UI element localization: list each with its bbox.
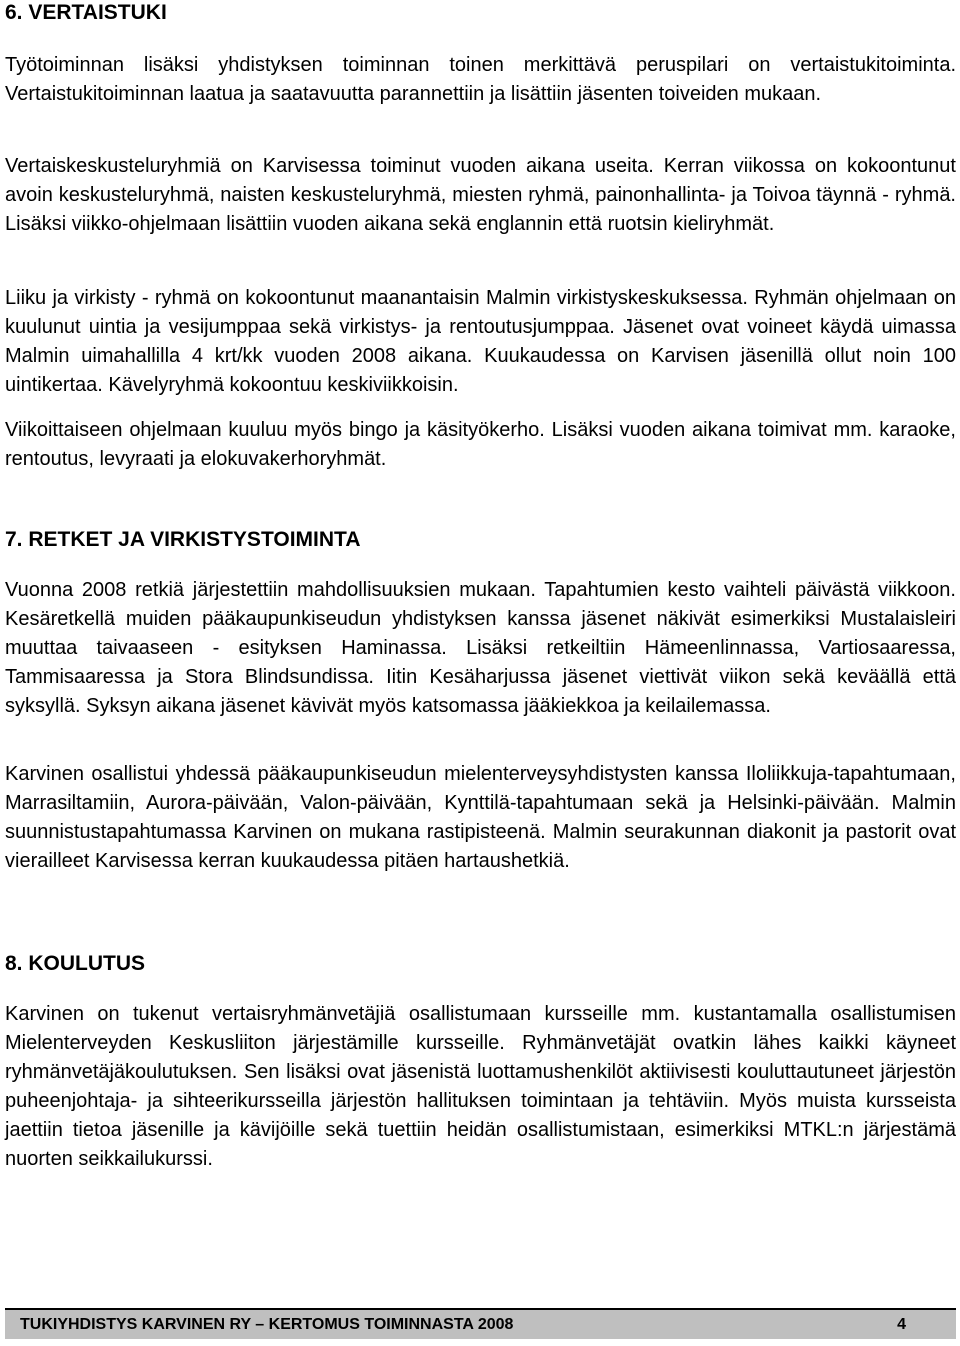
page-number: 4: [897, 1316, 906, 1333]
page-footer: [5, 1308, 956, 1339]
paragraph: Karvinen osallistui yhdessä pääkaupunkiseudun mielenterveysyhdistysten kanssa Iloliikkuja-tapahtumaan, Marrasiltamiin, Aurora-päivään, Valon-päivään, Kynttilä-tapahtumaan sekä ja Helsinki-päivään. Malmin suunnistustapahtumassa Karvinen on mukana rastipisteenä. Malmin seurakunnan diakonit ja pastorit ovat vierailleet Karvisessa kerran kuukaudessa pitäen hartaushetkiä.: [5, 763, 956, 872]
paragraph: Viikoittaiseen ohjelmaan kuuluu myös bingo ja käsityökerho. Lisäksi vuoden aikana toimivat mm. karaoke, rentoutus, levyraati ja elokuvakerhoryhmät.: [5, 419, 956, 470]
footer-title: TUKIYHDISTYS KARVINEN RY – KERTOMUS TOIMINNASTA 2008: [20, 1316, 514, 1333]
paragraph: Karvinen on tukenut vertaisryhmänvetäjiä osallistumaan kursseille mm. kustantamalla osallistumisen Mielenterveyden Keskusliiton järjestämille kursseille. Ryhmänvetäjät ovatkin lähes kaikki käyneet ryhmänvetäjäkoulutuksen. Sen lisäksi ovat jäsenistä luottamushenkilöt aktiivisesti kouluttautuneet järjestön puheenjohtaja- ja sihteerikursseilla järjestön hallituksen toimintaan ja tehtäviin. Myös muista kursseista jaettiin tietoa jäsenille ja kävijöille sekä tuettiin heidän osallistumistaan, esimerkiksi MTKL:n järjestämä nuorten seikkailukurssi.: [5, 1003, 956, 1170]
paragraph: Työtoiminnan lisäksi yhdistyksen toiminnan toinen merkittävä peruspilari on vertaistukitoiminta. Vertaistukitoiminnan laatua ja saatavuutta parannettiin ja lisättiin jäsenten toiveiden mukaan.: [5, 54, 956, 105]
section-heading-koulutus: 8. KOULUTUS: [5, 952, 146, 975]
paragraph: Vertaiskeskusteluryhmiä on Karvisessa toiminut vuoden aikana useita. Kerran viikossa on kokoontunut avoin keskusteluryhmä, naisten keskusteluryhmä, miesten ryhmä, painonhallinta- ja Toivoa täynnä - ryhmä. Lisäksi viikko-ohjelmaan lisättiin vuoden aikana sekä englannin että ruotsin kieliryhmät.: [5, 155, 956, 235]
section-heading-retket: 7. RETKET JA VIRKISTYSTOIMINTA: [5, 528, 361, 551]
section-heading-vertaistuki: 6. VERTAISTUKI: [5, 1, 167, 24]
paragraph: Liiku ja virkisty - ryhmä on kokoontunut maanantaisin Malmin virkistyskeskuksessa. Ryhmän ohjelmaan on kuulunut uintia ja vesijumppaa sekä virkistys- ja rentoutusjumppaa. Jäsenet ovat voineet käydä uimassa Malmin uimahallilla 4 krt/kk vuoden 2008 aikana. Kuukaudessa on Karvisen jäsenillä ollut noin 100 uintikertaa. Kävelyryhmä kokoontuu keskiviikkoisin.: [5, 287, 956, 396]
paragraph: Vuonna 2008 retkiä järjestettiin mahdollisuuksien mukaan. Tapahtumien kesto vaihteli päivästä viikkoon. Kesäretkellä muiden pääkaupunkiseudun yhdistyksen kanssa jäsenet näkivät esimerkiksi Mustalaisleiri muuttaa taivaaseen - esityksen Haminassa. Lisäksi retkeiltiin Hämeenlinnassa, Vartiosaaressa, Tammisaaressa ja Stora Blindsundissa. Iitin Kesäharjussa jäsenet viettivät viikon sekä keväällä että syksyllä. Syksyn aikana jäsenet kävivät myös katsomassa jääkiekkoa ja keilailemassa.: [5, 579, 956, 717]
